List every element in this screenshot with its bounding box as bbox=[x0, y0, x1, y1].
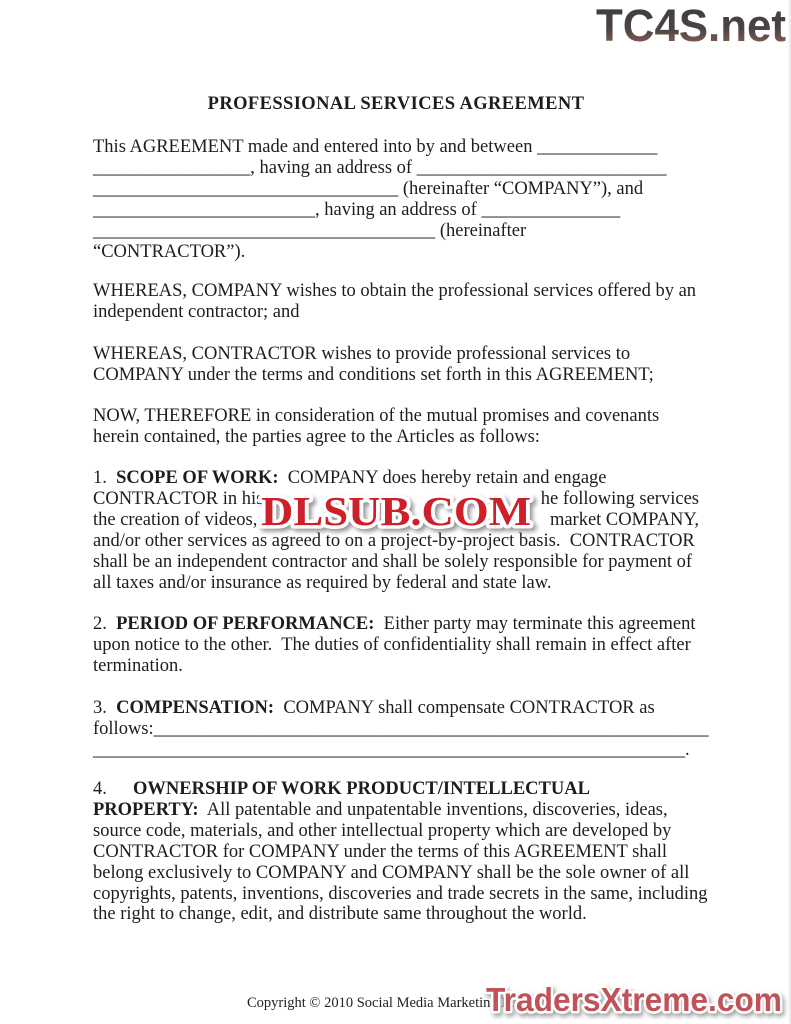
tradersxtreme-badge-svg bbox=[477, 973, 791, 1023]
text-line bbox=[93, 842, 699, 863]
text-line bbox=[93, 552, 699, 573]
section-4-line-3: source code, materials, and other intellectual property which are developed by bbox=[93, 820, 672, 841]
text-line bbox=[93, 883, 708, 905]
whereas1-line-1: WHEREAS, COMPANY wishes to obtain the professional services offered by an bbox=[93, 281, 697, 301]
text-line bbox=[93, 427, 699, 448]
intro-paragraph bbox=[93, 137, 699, 262]
section-period-of-performance bbox=[93, 614, 699, 677]
tc4s-watermark bbox=[592, 1, 790, 56]
section-4-line-5: belong exclusively to COMPANY and COMPANY shall be the sole owner of all bbox=[93, 862, 690, 883]
section-4-line-4: CONTRACTOR for COMPANY under the terms of this AGREEMENT shall bbox=[93, 841, 668, 862]
section-2-line-3: termination. bbox=[93, 655, 183, 676]
section-2-heading: PERIOD OF PERFORMANCE: bbox=[116, 614, 375, 634]
whereas2-line-1: WHEREAS, CONTRACTOR wishes to provide professional services to bbox=[93, 344, 631, 364]
section-1-line-1: COMPANY does hereby retain and engage bbox=[278, 468, 607, 488]
section-1-line-5: shall be an independent contractor and shall be solely responsible for payment of bbox=[93, 551, 693, 572]
text-line bbox=[93, 302, 699, 323]
section-1-line-2-right: he following services bbox=[540, 488, 699, 509]
text-line bbox=[93, 821, 699, 842]
text-line bbox=[93, 698, 699, 719]
section-2-number: 2. bbox=[93, 614, 117, 634]
whereas2-line-2: COMPANY under the terms and conditions set forth in this AGREEMENT; bbox=[93, 364, 654, 385]
section-ownership bbox=[93, 779, 708, 925]
text-line bbox=[93, 635, 699, 656]
text-line bbox=[93, 281, 699, 302]
intro-line-5: _____________________________________ (hereinafter bbox=[93, 220, 527, 241]
section-1-line-3-right: market COMPANY, bbox=[549, 509, 699, 530]
text-line bbox=[93, 365, 699, 386]
section-3-line-1: COMPANY shall compensate CONTRACTOR as bbox=[274, 698, 655, 718]
dlsub-watermark bbox=[249, 482, 543, 543]
tc4s-logo-text: TC4S.net bbox=[596, 1, 787, 51]
text-line bbox=[93, 800, 699, 821]
section-3-heading: COMPENSATION: bbox=[116, 698, 275, 718]
text-line bbox=[93, 863, 699, 884]
copyright-text bbox=[247, 995, 514, 1012]
text-line bbox=[93, 904, 699, 925]
section-1-number: 1. bbox=[93, 468, 117, 488]
section-compensation bbox=[93, 698, 709, 761]
intro-line-6: “CONTRACTOR”). bbox=[93, 241, 246, 262]
page-title bbox=[93, 94, 699, 115]
section-1-line-4: and/or other services as agreed to on a project-by-project basis. CONTRACTOR bbox=[93, 530, 695, 551]
section-4-line-7: the right to change, edit, and distribute same throughout the world. bbox=[93, 904, 587, 925]
text-line bbox=[93, 221, 699, 242]
section-4-heading-line-1: OWNERSHIP OF WORK PRODUCT/INTELLECTUAL bbox=[133, 779, 590, 799]
text-line bbox=[93, 158, 699, 179]
section-3-line-2: follows:____________________________________________________________ bbox=[93, 718, 709, 739]
dlsub-badge-svg bbox=[249, 482, 543, 538]
copyright-fragment: Copyright © 2010 Social Media Marketing M bbox=[247, 995, 515, 1011]
whereas-company-paragraph bbox=[93, 281, 699, 323]
section-2-line-1: Either party may terminate this agreement bbox=[374, 614, 696, 634]
text-line bbox=[93, 740, 699, 761]
title-text: PROFESSIONAL SERVICES AGREEMENT bbox=[207, 94, 585, 114]
section-4-number: 4. bbox=[93, 779, 107, 799]
section-1-line-6: all taxes and/or insurance as required by federal and state law. bbox=[93, 572, 552, 593]
section-3-line-3: ________________________________________________________________. bbox=[93, 739, 690, 760]
text-line bbox=[93, 573, 699, 594]
text-line bbox=[93, 614, 699, 635]
intro-line-4: ________________________, having an address of _______________ bbox=[93, 199, 621, 220]
whereas-contractor-paragraph bbox=[93, 344, 699, 386]
intro-line-3: _________________________________ (hereinafter “COMPANY”), and bbox=[93, 178, 644, 199]
section-3-number: 3. bbox=[93, 698, 117, 718]
section-4-line-6: copyrights, patents, inventions, discoveries and trade secrets in the same, including bbox=[93, 883, 708, 904]
intro-line-2: _________________, having an address of ___________________________ bbox=[93, 157, 667, 178]
therefore-line-1: NOW, THEREFORE in consideration of the mutual promises and covenants bbox=[93, 406, 660, 426]
section-4-heading-line-2: PROPERTY: bbox=[93, 799, 199, 820]
text-line bbox=[93, 137, 699, 158]
text-line bbox=[93, 242, 699, 263]
therefore-line-2: herein contained, the parties agree to the Articles as follows: bbox=[93, 426, 540, 447]
tradersxtreme-watermark bbox=[477, 973, 791, 1024]
text-line bbox=[93, 656, 699, 677]
section-2-line-2: upon notice to the other. The duties of confidentiality shall remain in effect after bbox=[93, 634, 691, 655]
therefore-paragraph bbox=[93, 406, 699, 448]
tc4s-logo-svg bbox=[592, 1, 790, 51]
text-line bbox=[93, 179, 699, 200]
section-1-heading: SCOPE OF WORK: bbox=[116, 468, 279, 488]
tradersxtreme-badge-text: TradersXtreme.com bbox=[486, 981, 782, 1018]
section-4-line-2: All patentable and unpatentable inventions, discoveries, ideas, bbox=[198, 799, 668, 820]
text-line bbox=[93, 779, 699, 800]
section-1-line-2-left: CONTRACTOR in his bbox=[93, 488, 264, 509]
whereas1-line-2: independent contractor; and bbox=[93, 301, 300, 322]
text-line bbox=[93, 344, 699, 365]
dlsub-badge-text: DLSUB.COM bbox=[261, 488, 531, 534]
text-line bbox=[93, 406, 699, 427]
text-line bbox=[93, 718, 709, 740]
text-line bbox=[93, 200, 699, 221]
section-1-line-3-left: the creation of videos, bbox=[93, 509, 258, 530]
intro-line-1: This AGREEMENT made and entered into by and between _____________ bbox=[93, 137, 658, 157]
